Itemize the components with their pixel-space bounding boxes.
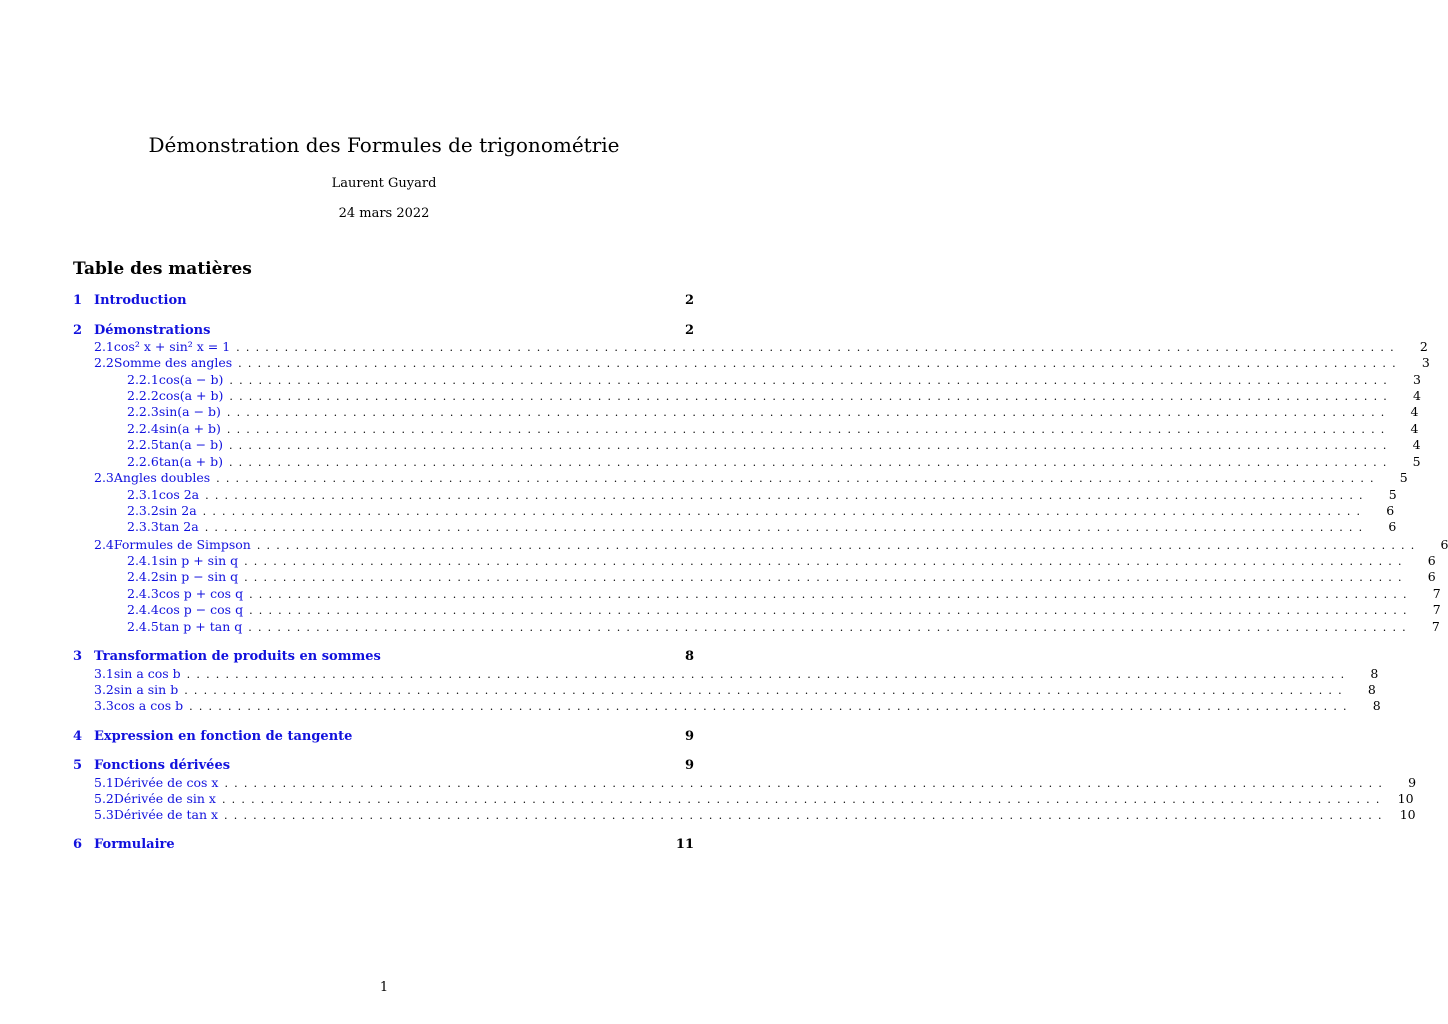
toc-leader-dots: ........................................................................................................................ [202,505,1367,518]
toc-leader-dots: ........................................................................................................................ [224,777,1389,790]
toc-entry-number: 3.3 [94,698,114,713]
toc-entry-page: 7 [1431,619,1440,634]
toc-leader-dots: ........................................................................................................................ [236,341,1400,354]
toc-entry-page: 2 [1419,339,1428,354]
toc-entry-page: 7 [1432,586,1441,601]
toc-entry-page: 4 [1412,437,1421,452]
toc-entry-page: 4 [1410,404,1419,419]
toc-entry-number: 2.1 [94,339,114,354]
toc-leader-dots: ........................................................................................................................ [249,588,1413,601]
toc-subsection-link[interactable] [127,602,1441,618]
toc-leader-dots: ........................................................................................................................ [226,406,1391,419]
toc-entry-number: 5 [73,758,83,773]
toc-leader-dots: ........................................................................................................................ [256,539,1421,552]
toc-subsection-link[interactable] [127,553,1436,569]
toc-entry-label: cos a cos b [113,698,184,713]
toc-entry-page: 9 [1408,775,1417,790]
toc-subsection-link[interactable] [127,388,1421,404]
toc-subsection-link[interactable] [127,437,1421,453]
toc-entry-number: 2.2.2 [127,388,159,403]
toc-entry-label: Expression en fonction de tangente [94,729,353,744]
toc-entry-label: sin(a − b) [158,404,221,419]
toc-entry-number: 1 [73,293,83,308]
toc-subsection-link[interactable] [127,569,1436,585]
toc-subsection-link[interactable] [94,791,1414,807]
toc-entry-label: cos 2a [158,487,200,502]
toc-section-link[interactable] [73,837,694,853]
toc-entry-page: 10 [1397,791,1414,806]
toc-leader-dots: ........................................................................................................................ [229,374,1393,387]
toc-entry-page: 6 [1440,537,1448,552]
toc-entry-label: cos p − cos q [158,602,244,617]
toc-entry-number: 2.2.3 [127,404,159,419]
toc-subsection-link[interactable] [127,421,1419,437]
toc-subsection-link[interactable] [127,586,1441,602]
toc-entry-page: 11 [675,837,694,852]
toc-entry-page: 6 [1427,553,1436,568]
toc-entry-label: tan p + tan q [158,619,243,634]
toc-entry-number: 3.2 [94,682,114,697]
toc-entry-page: 8 [1370,666,1379,681]
toc-section-link[interactable] [73,323,694,339]
toc-entry-number: 2.2.4 [127,421,159,436]
toc-leader-dots: ........................................................................................................................ [244,571,1408,584]
document-date: 24 mars 2022 [338,206,430,221]
toc-subsection-link[interactable] [127,503,1395,519]
toc-entry-number: 2.4.4 [127,602,159,617]
toc-section-link[interactable] [73,729,694,745]
toc-leader-dots: ........................................................................................................................ [228,456,1393,469]
toc-entry-label: sin a sin b [113,682,179,697]
toc-entry-label: tan(a + b) [158,454,223,469]
toc-entry-page: 4 [1413,388,1421,403]
toc-entry-label: Transformation de produits en sommes [94,649,381,664]
toc-entry-page: 6 [1386,503,1395,518]
toc-entry-label: Somme des angles [113,355,233,370]
toc-entry-label: Démonstrations [94,323,211,338]
toc-leader-dots: ........................................................................................................................ [221,793,1386,806]
toc-leader-dots: ........................................................................................................................ [189,700,1353,713]
toc-entry-page: 10 [1399,807,1416,822]
toc-subsection-link[interactable] [127,619,1440,635]
toc-entry-page: 2 [684,323,694,338]
toc-entry-number: 3 [73,649,83,664]
toc-entry-label: cos² x + sin² x = 1 [113,339,231,354]
toc-leader-dots: ........................................................................................................................ [249,604,1413,617]
toc-entry-number: 5.1 [94,775,114,790]
toc-entry-number: 4 [73,729,83,744]
toc-leader-dots: ........................................................................................................................ [224,809,1388,822]
document-author: Laurent Guyard [331,176,437,191]
toc-entry-label: Dérivée de cos x [113,775,219,790]
toc-entry-label: Formulaire [94,837,175,852]
toc-entry-number: 2.4.5 [127,619,159,634]
toc-subsection-link[interactable] [94,698,1381,714]
toc-entry-label: Fonctions dérivées [94,758,231,773]
toc-entry-number: 3.1 [94,666,114,681]
toc-subsection-link[interactable] [127,372,1421,388]
toc-entry-number: 2.3.1 [127,487,159,502]
toc-subsection-link[interactable] [94,807,1416,823]
toc-leader-dots: ........................................................................................................................ [228,439,1393,452]
toc-entry-page: 9 [684,729,694,744]
document-title: Démonstration des Formules de trigonométrie [148,133,620,157]
toc-subsection-link[interactable] [94,775,1417,791]
toc-leader-dots: ........................................................................................................................ [205,489,1369,502]
toc-entry-label: tan 2a [158,519,199,534]
toc-section-link[interactable] [73,293,694,309]
toc-subsection-link[interactable] [127,487,1397,503]
toc-leader-dots: ........................................................................................................................ [238,357,1402,370]
toc-entry-number: 2 [73,323,83,338]
toc-leader-dots: ........................................................................................................................ [186,668,1351,681]
toc-entry-label: Angles doubles [113,470,211,485]
toc-section-link[interactable] [73,649,694,665]
toc-entry-label: Formules de Simpson [113,537,251,552]
toc-entry-label: tan(a − b) [158,437,223,452]
toc-entry-number: 2.4 [94,537,114,552]
toc-entry-page: 3 [1421,355,1430,370]
toc-leader-dots: ........................................................................................................................ [226,423,1391,436]
toc-subsection-link[interactable] [94,537,1448,553]
page-number: 1 [379,980,389,995]
toc-entry-label: cos(a − b) [158,372,224,387]
toc-subsection-link[interactable] [94,355,1430,371]
toc-subsection-link[interactable] [127,454,1421,470]
toc-entry-page: 6 [1427,569,1436,584]
toc-entry-number: 2.3.3 [127,519,159,534]
toc-entry-number: 2.2 [94,355,114,370]
toc-entry-label: sin p − sin q [158,569,239,584]
toc-leader-dots: ........................................................................................................................ [184,684,1348,697]
toc-entry-page: 8 [1372,698,1381,713]
toc-entry-page: 2 [684,293,694,308]
toc-entry-label: Dérivée de tan x [113,807,219,822]
toc-entry-page: 6 [1388,519,1397,534]
toc-subsection-link[interactable] [127,519,1397,535]
toc-heading: Table des matières [73,259,252,279]
toc-subsection-link[interactable] [127,404,1419,420]
toc-entry-number: 2.2.6 [127,454,159,469]
toc-leader-dots: ........................................................................................................................ [229,390,1393,403]
toc-entry-page: 4 [1410,421,1419,436]
toc-entry-page: 9 [684,758,694,773]
toc-entry-label: sin p + sin q [158,553,239,568]
toc-leader-dots: ........................................................................................................................ [244,555,1408,568]
toc-entry-label: Dérivée de sin x [113,791,216,806]
toc-entry-page: 5 [1388,487,1397,502]
toc-entry-number: 5.2 [94,791,114,806]
toc-entry-page: 5 [1399,470,1408,485]
toc-entry-label: sin(a + b) [158,421,221,436]
toc-entry-number: 2.4.3 [127,586,159,601]
toc-entry-number: 2.3.2 [127,503,159,518]
toc-entry-number: 2.4.1 [127,553,159,568]
toc-leader-dots: ........................................................................................................................ [204,521,1369,534]
toc-entry-label: cos p + cos q [158,586,244,601]
toc-entry-label: Introduction [94,293,187,308]
toc-leader-dots: ........................................................................................................................ [248,621,1412,634]
toc-entry-label: sin 2a [158,503,197,518]
toc-entry-number: 2.4.2 [127,569,159,584]
toc-leader-dots: ........................................................................................................................ [216,472,1380,485]
toc-section-link[interactable] [73,758,694,774]
toc-subsection-link[interactable] [94,339,1428,355]
toc-entry-number: 6 [73,837,83,852]
toc-entry-page: 8 [1367,682,1376,697]
toc-entry-label: sin a cos b [113,666,181,681]
toc-subsection-link[interactable] [94,682,1376,698]
toc-entry-number: 2.3 [94,470,114,485]
toc-entry-label: cos(a + b) [158,388,224,403]
toc-entry-number: 2.2.1 [127,372,159,387]
toc-entry-page: 3 [1413,372,1421,387]
toc-entry-page: 5 [1412,454,1421,469]
toc-entry-number: 5.3 [94,807,114,822]
toc-subsection-link[interactable] [94,666,1379,682]
toc-subsection-link[interactable] [94,470,1408,486]
toc-entry-page: 8 [684,649,694,664]
toc-entry-number: 2.2.5 [127,437,159,452]
toc-entry-page: 7 [1432,602,1441,617]
